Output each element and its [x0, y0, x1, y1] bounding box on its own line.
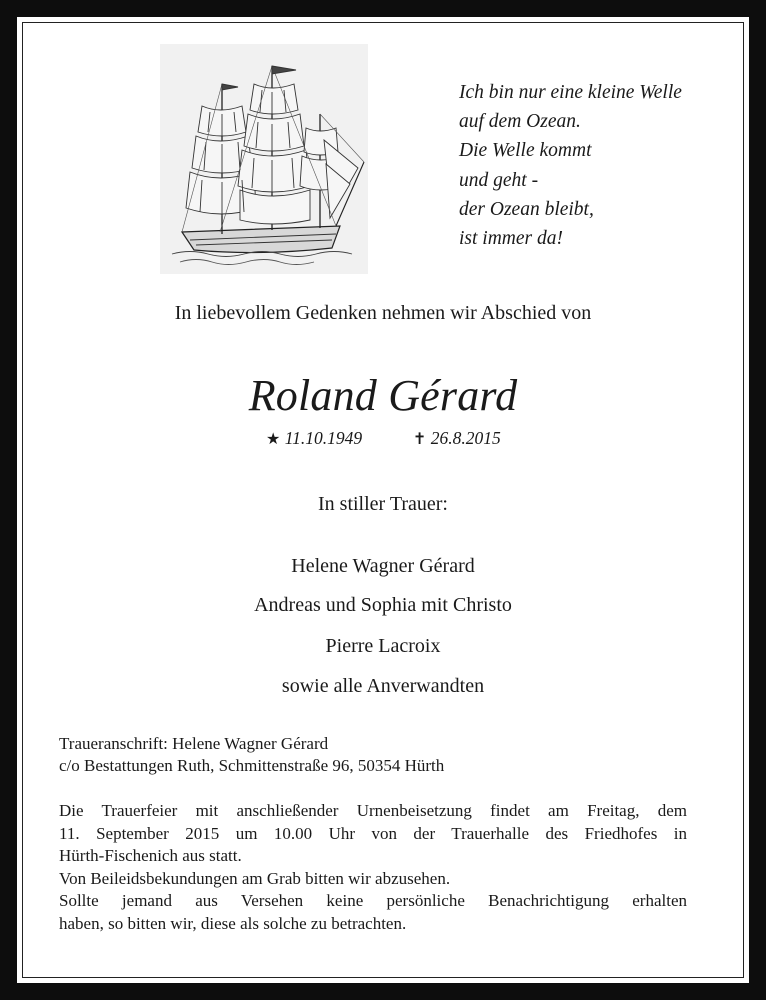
address-line: c/o Bestattungen Ruth, Schmittenstraße 96, 50354 Hürth [59, 756, 445, 775]
sailing-ship-illustration [160, 44, 368, 274]
mourning-address [59, 733, 444, 777]
poem-line: ist immer da! [459, 228, 563, 250]
mourning-heading: In stiller Trauer: [318, 493, 448, 515]
address-line: Traueranschrift: Helene Wagner Gérard [59, 734, 329, 753]
poem-line: der Ozean bleibt, [459, 198, 594, 220]
star-icon: ★ [266, 431, 281, 448]
notice-line: Sollte jemand aus Versehen keine persönliche Benachrichtigung erhalten [59, 891, 687, 911]
birth-date: 11.10.1949 [284, 428, 363, 448]
notice-line: Die Trauerfeier mit anschließender Urnenbeisetzung findet am Freitag, dem [59, 801, 687, 820]
poem-line: Ich bin nur eine kleine Welle [459, 82, 682, 103]
death-date: 26.8.2015 [430, 428, 501, 448]
poem-line: Die Welle kommt [459, 140, 592, 162]
deceased-name: Roland Gérard [248, 371, 518, 420]
notice-line: Von Beileidsbekundungen am Grab bitten wir abzusehen. [59, 868, 451, 888]
mourner-name: Andreas und Sophia mit Christo [254, 594, 512, 616]
mourner-name: Pierre Lacroix [325, 635, 441, 657]
mourner-name: sowie alle Anverwandten [281, 675, 485, 697]
poem-line: auf dem Ozean. [459, 111, 581, 133]
notice-line: Hürth-Fischenich aus statt. [59, 846, 242, 866]
funeral-notice [59, 800, 687, 936]
notice-line: 11. September 2015 um 10.00 Uhr von der Trauerhalle des Friedhofes in [59, 823, 687, 843]
notice-line: haben, so bitten wir, diese als solche zu betrachten. [59, 913, 407, 933]
cross-icon: ✝ [412, 431, 427, 448]
poem [459, 78, 729, 253]
intro-text: In liebevollem Gedenken nehmen wir Abschied von [174, 302, 592, 324]
poem-line: und geht - [459, 169, 539, 191]
life-dates [266, 428, 501, 449]
mourner-name: Helene Wagner Gérard [291, 555, 475, 577]
